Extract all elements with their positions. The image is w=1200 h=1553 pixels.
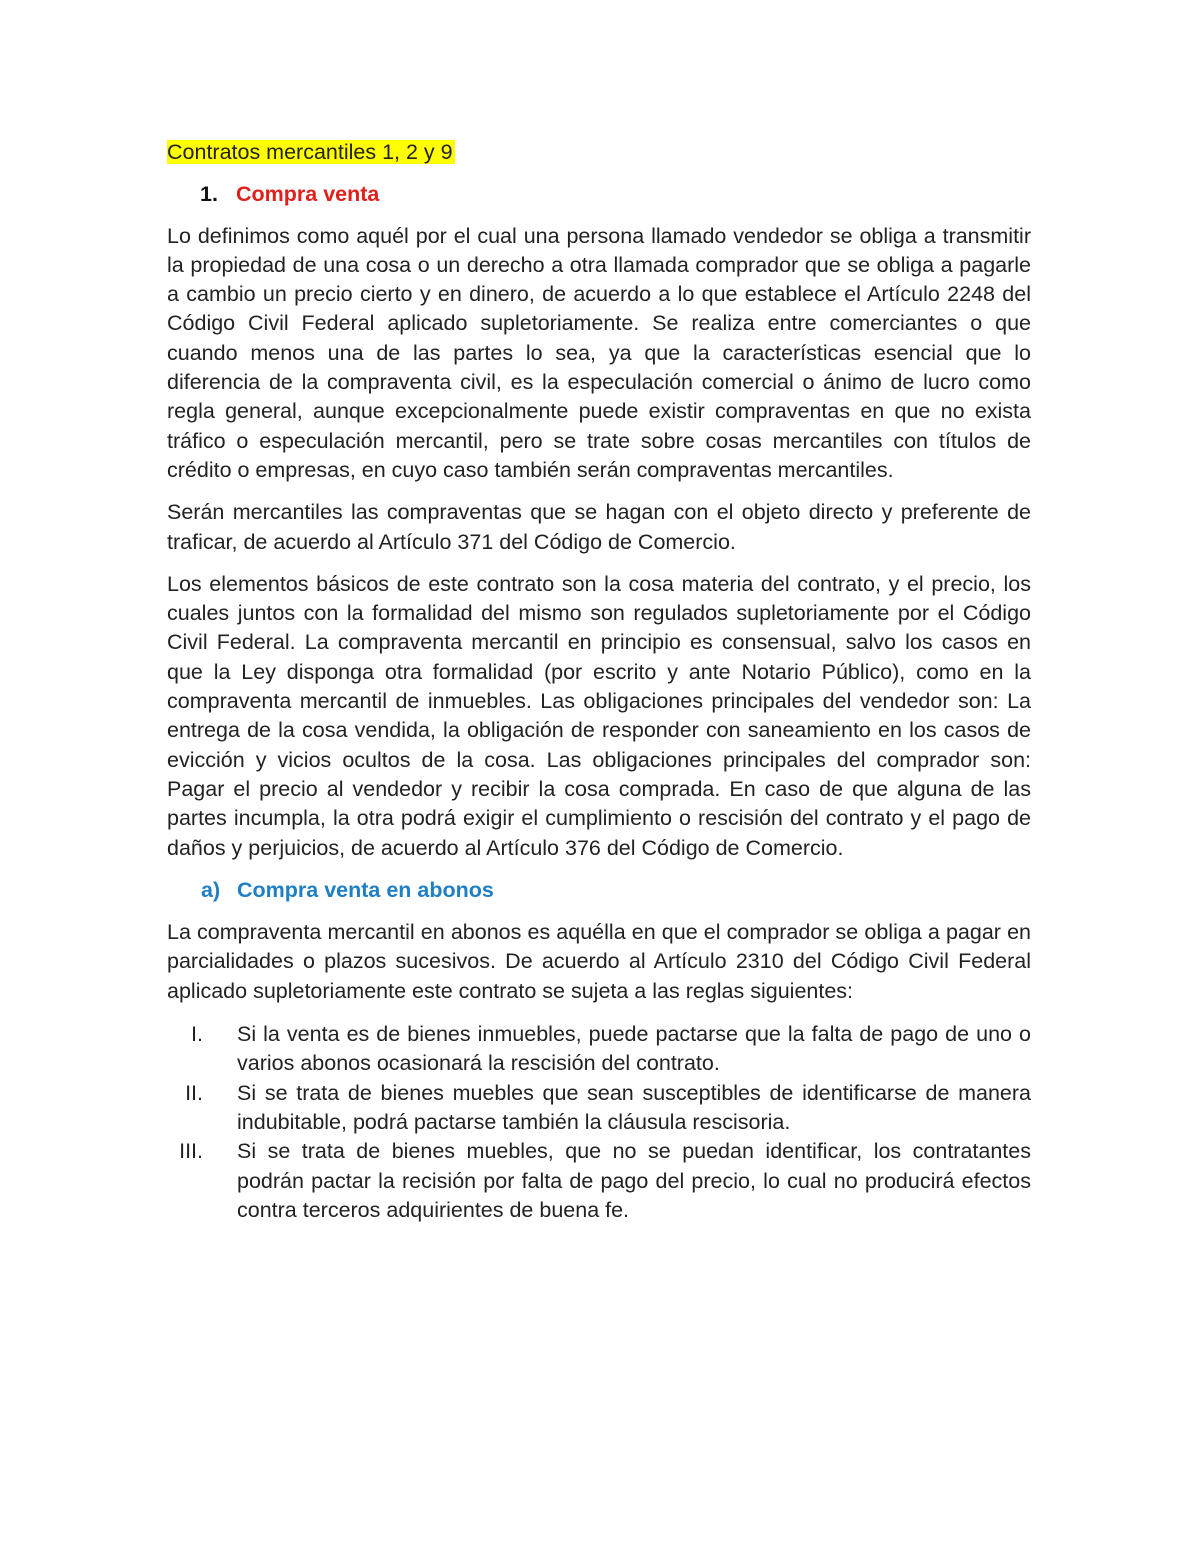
subsection-heading-compra-venta-abonos [167,876,1031,905]
list-item [167,1137,1031,1225]
subsection-letter: a) [201,877,221,902]
highlighted-title-text: Contratos mercantiles 1, 2 y 9 [167,140,453,164]
subsection-title: Compra venta en abonos [237,877,494,902]
rules-list [167,1020,1031,1225]
paragraph-mercantile-scope: Serán mercantiles las compraventas que se hagan con el objeto directo y preferente de traficar, de acuerdo al Artículo 371 del Código de Comercio. [167,500,1031,554]
paragraph-definition: Lo definimos como aquél por el cual una persona llamado vendedor se obliga a transmitir la propiedad de una cosa o un derecho a otra llamada comprador que se obliga a pagarle a cambio un precio cierto y en dinero, de acuerdo a lo que establece el Artículo 2248 del Código Civil Federal aplicado supletoriamente. Se realiza entre comerciantes o que cuando menos una de las partes lo sea, ya que la características esencial que lo diferencia de la compraventa civil, es la especulación comercial o ánimo de lucro como regla general, aunque excepcionalmente puede existir compraventas en que no exista tráfico o especulación mercantil, pero se trate sobre cosas mercantiles con títulos de crédito o empresas, en cuyo caso también serán compraventas mercantiles. [167,223,1031,482]
document-body [167,138,1031,1225]
document-title [167,138,1031,167]
list-item [167,1020,1031,1079]
list-item [167,1079,1031,1138]
paragraph-elements: Los elementos básicos de este contrato son la cosa materia del contrato, y el precio, los cuales juntos con la formalidad del mismo son regulados supletoriamente por el Código Civil Federal. La compraventa mercantil en principio es consensual, salvo los casos en que la Ley disponga otra formalidad (por escrito y ante Notario Público), como en la compraventa mercantil de inmuebles. Las obligaciones principales del vendedor son: La entrega de la cosa vendida, la obligación de responder con saneamiento en los casos de evicción y vicios ocultos de la cosa. Las obligaciones principales del comprador son: Pagar el precio al vendedor y recibir la cosa comprada. En caso de que alguna de las partes incumpla, la otra podrá exigir el cumplimiento o rescisión del contrato y el pago de daños y perjuicios, de acuerdo al Artículo 376 del Código de Comercio. [167,571,1031,860]
paragraph-abonos: La compraventa mercantil en abonos es aquélla en que el comprador se obliga a pagar en parcialidades o plazos sucesivos. De acuerdo al Artículo 2310 del Código Civil Federal aplicado supletoriamente este contrato se sujeta a las reglas siguientes: [167,920,1031,1003]
list-item-text: Si la venta es de bienes inmuebles, puede pactarse que la falta de pago de uno o varios abonos ocasionará la rescisión del contrato. [237,1022,1031,1076]
list-numeral: II. [185,1080,203,1105]
section-title: Compra venta [236,182,380,207]
list-numeral: I. [191,1022,203,1047]
section-number: 1. [200,182,218,207]
list-item-text: Si se trata de bienes muebles, que no se puedan identificar, los contratantes podrán pactar la recisión por falta de pago del precio, lo cual no producirá efectos contra terceros adquirientes de buena fe. [237,1139,1031,1222]
section-heading-compra-venta [167,180,1031,209]
list-numeral: III. [179,1139,203,1164]
list-item-text: Si se trata de bienes muebles que sean susceptibles de identificarse de manera indubitable, podrá pactarse también la cláusula rescisoria. [237,1080,1031,1134]
